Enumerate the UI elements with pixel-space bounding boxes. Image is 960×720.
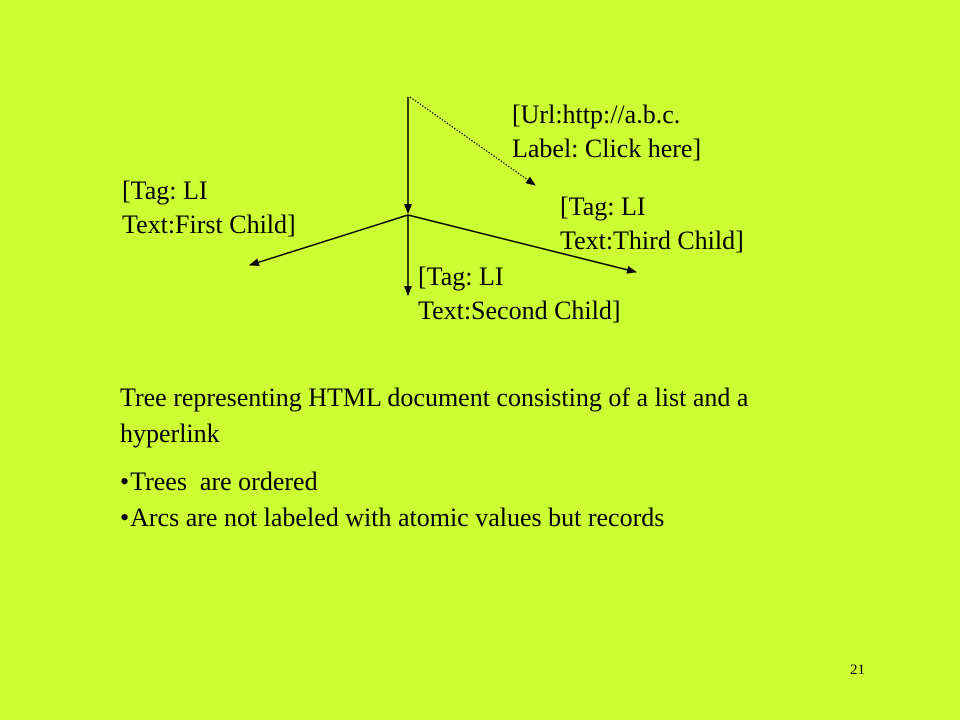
link-node-label-text: Label: Click here] [512,134,702,163]
third-child-label [560,190,744,258]
bullet-marker: • [120,503,130,532]
page-number: 21 [850,662,865,678]
second-child-text: Text:Second Child] [418,296,621,325]
link-node-url: [Url:http://a.b.c. [512,100,681,129]
bullet-item [120,464,780,500]
first-child-text: Text:First Child] [122,210,296,239]
diagram-caption: Tree representing HTML document consisting of a list and a hyperlink [120,383,749,448]
bullet-text: Arcs are not labeled with atomic values but records [130,503,665,532]
bullet-item [120,500,780,536]
first-child-label [122,174,296,242]
second-child-label [418,260,621,328]
third-child-text: Text:Third Child] [560,226,744,255]
bullet-text: Trees are ordered [130,467,318,496]
first-child-tag: [Tag: LI [122,176,208,205]
second-child-tag: [Tag: LI [418,262,504,291]
bullet-marker: • [120,467,130,496]
third-child-tag: [Tag: LI [560,192,646,221]
link-node-label [512,98,701,166]
bullet-list [120,464,780,536]
